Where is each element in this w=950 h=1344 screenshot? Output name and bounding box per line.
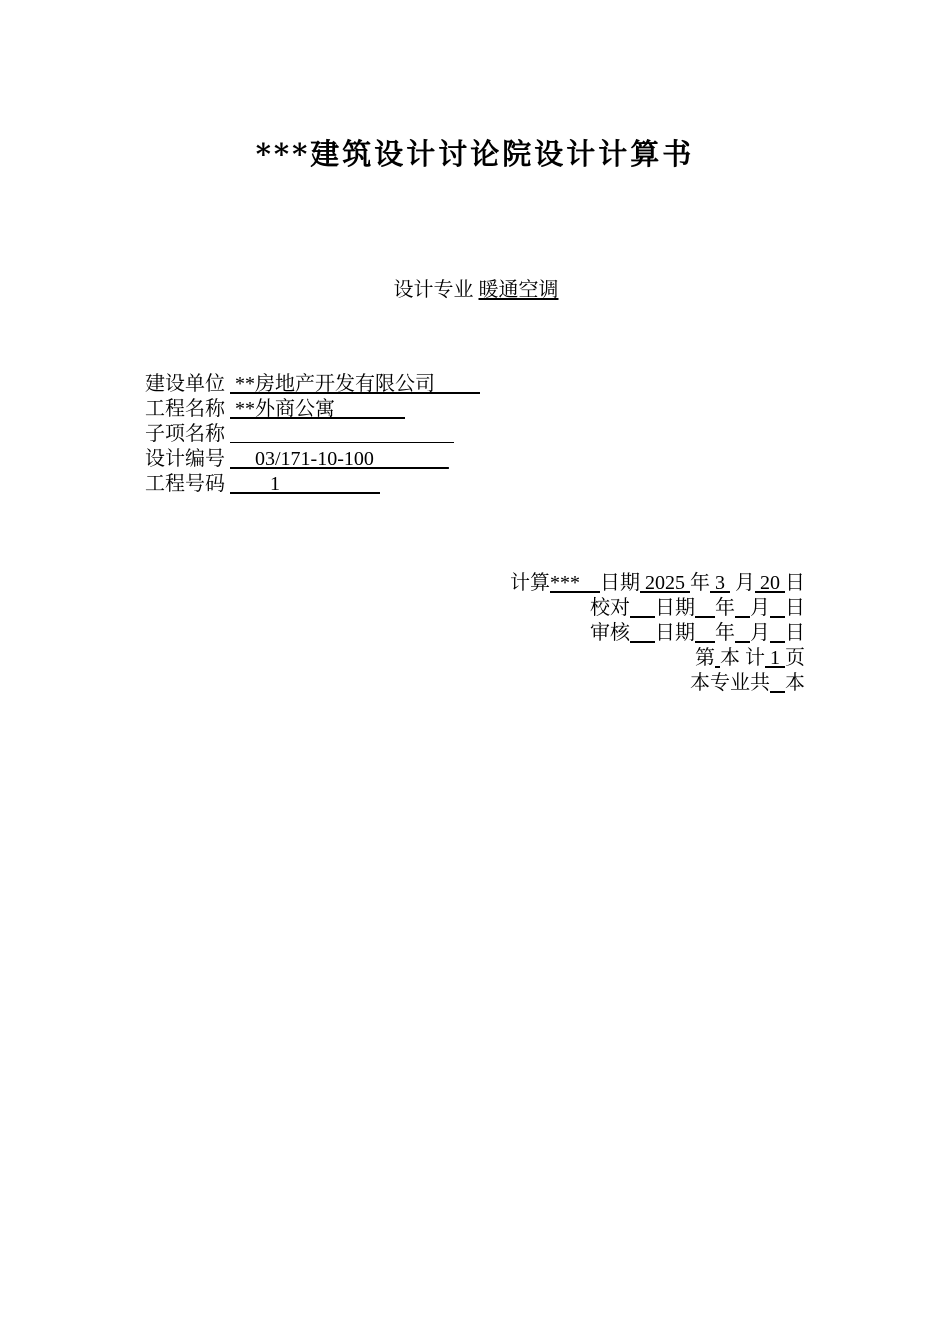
field-value: 1 xyxy=(230,473,380,495)
page-count-row xyxy=(510,646,805,671)
book-count-row xyxy=(510,671,805,696)
calc-label: 计算 xyxy=(510,572,550,594)
review-day xyxy=(770,622,785,644)
review-year xyxy=(695,622,715,644)
field-row-design-number xyxy=(145,447,480,472)
calc-day-unit: 日 xyxy=(785,572,805,594)
book-count-value xyxy=(770,672,785,694)
design-major-value: 暖通空调 xyxy=(478,279,559,301)
field-value: **外商公寓 xyxy=(230,398,405,420)
signature-block xyxy=(510,571,805,696)
page-prefix: 第 xyxy=(695,647,715,669)
field-label: 设计编号 xyxy=(145,448,230,470)
check-label: 校对 xyxy=(590,597,630,619)
check-day xyxy=(770,597,785,619)
review-month-unit: 月 xyxy=(750,622,770,644)
calc-month-unit: 月 xyxy=(730,572,755,594)
field-row-construction-unit xyxy=(145,372,480,397)
field-label: 子项名称 xyxy=(145,423,230,445)
calc-year-unit: 年 xyxy=(690,572,710,594)
check-day-unit: 日 xyxy=(785,597,805,619)
field-value-blank xyxy=(230,422,454,443)
page-mid: 本 计 xyxy=(720,647,765,669)
field-label: 工程名称 xyxy=(145,398,230,420)
review-label: 审核 xyxy=(590,622,630,644)
review-year-unit: 年 xyxy=(715,622,735,644)
review-month xyxy=(735,622,750,644)
design-major-label: 设计专业 xyxy=(393,279,479,301)
review-day-unit: 日 xyxy=(785,622,805,644)
document-title: ***建筑设计讨论院设计计算书 xyxy=(255,137,695,171)
review-row xyxy=(510,621,805,646)
review-date-label: 日期 xyxy=(655,622,695,644)
field-value: **房地产开发有限公司 xyxy=(230,373,480,395)
field-label: 建设单位 xyxy=(145,373,230,395)
check-month xyxy=(735,597,750,619)
check-year xyxy=(695,597,715,619)
book-count-prefix: 本专业共 xyxy=(690,672,770,694)
field-label: 工程号码 xyxy=(145,473,230,495)
review-person xyxy=(630,622,655,644)
calc-date-label: 日期 xyxy=(600,572,640,594)
calc-person: *** xyxy=(550,572,600,594)
check-row xyxy=(510,596,805,621)
field-row-subitem-name xyxy=(145,422,480,447)
page-total: 1 xyxy=(765,647,785,669)
field-row-project-name xyxy=(145,397,480,422)
calc-month: 3 xyxy=(710,572,730,594)
check-month-unit: 月 xyxy=(750,597,770,619)
page-suffix: 页 xyxy=(785,647,805,669)
check-date-label: 日期 xyxy=(655,597,695,619)
check-person xyxy=(630,597,655,619)
project-info-block xyxy=(145,372,480,497)
book-count-suffix: 本 xyxy=(785,672,805,694)
calc-day: 20 xyxy=(755,572,785,594)
calc-row xyxy=(510,571,805,596)
check-year-unit: 年 xyxy=(715,597,735,619)
calc-year: 2025 xyxy=(640,572,690,594)
field-row-project-code xyxy=(145,472,480,497)
field-value: 03/171-10-100 xyxy=(230,448,449,470)
design-major-line xyxy=(0,273,950,302)
